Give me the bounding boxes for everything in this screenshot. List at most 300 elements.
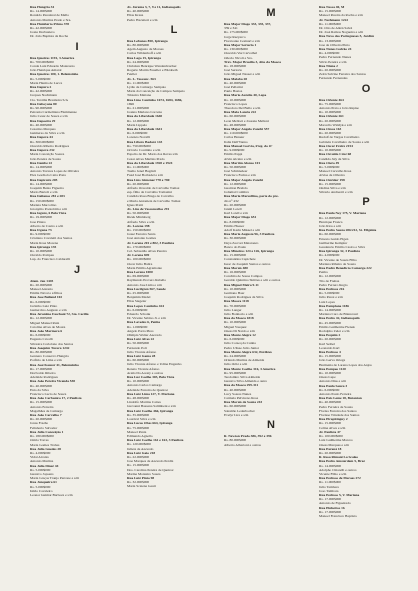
registry-entry: Lindolfo Martins Caires xyxy=(127,400,161,405)
registry-entry: Rua Lago 15, Ipiranga xyxy=(127,55,161,60)
registry-entry: Carmela Pulvireno Rosa xyxy=(224,396,259,401)
registry-entry: Rs. 40.000$000 xyxy=(30,383,53,388)
registry-entry: Rua Mario Aurelio 40, Lapa xyxy=(224,93,267,98)
registry-entry: Adelaide Rodrigues xyxy=(30,375,58,380)
registry-entry: Rua Martim Afonso 101 xyxy=(224,160,261,165)
registry-entry: Av. Lins de Vasconcellos 291 xyxy=(127,206,170,211)
registry-entry: Fioravante Cesinarl e s/m xyxy=(224,38,260,43)
registry-entry: Cesar Alves Martins Prado xyxy=(127,156,165,161)
registry-entry: Rs. 20.000$000 xyxy=(319,131,342,136)
registry-entry: Rua Julio Guedes 28 xyxy=(30,446,61,451)
registry-entry: Julio Bonhorio e s/m xyxy=(224,312,254,317)
registry-entry: Rs. 180.000$000 xyxy=(30,434,54,439)
registry-entry: Rua Joaquim Tavora 1242 xyxy=(30,345,70,350)
registry-entry: Cesarino Marques xyxy=(30,127,56,132)
registry-entry: Josué Ferreira Santa xyxy=(127,232,156,237)
registry-entry: Rs. 6.000$000 xyxy=(319,387,340,392)
registry-entry: Marina Monteiro Souza xyxy=(127,471,161,476)
registry-entry: Rs. 18.000$000 xyxy=(224,64,247,69)
registry-entry: Rua Jose Bolland 102 xyxy=(30,295,63,300)
registry-entry: Rs. 20.000$000 xyxy=(224,202,247,207)
registry-entry: Leonor Guimar Barboza e s/m xyxy=(30,492,73,497)
registry-entry: Maria da Conceição de Campos Sampaio xyxy=(127,89,185,94)
registry-entry: Antonio Carlos Camargo xyxy=(127,383,163,388)
section xyxy=(127,5,221,22)
registry-entry: Rs. 16.000$000 xyxy=(224,269,247,274)
registry-entry: Rs. 750.000$000 xyxy=(127,143,151,148)
registry-entry: Rua Luiz Pinto 98 xyxy=(127,475,155,480)
registry-entry: Jose de Oliveira Pinto xyxy=(319,42,350,47)
registry-entry: Rua Ipiranga 32, 3 Paulista xyxy=(319,249,360,254)
registry-entry: Geraldo Quintino Simões e s/m e outros xyxy=(224,278,281,283)
registry-entry: Rua João Marmora 6 xyxy=(30,329,63,334)
registry-entry: Rua da Mooca 1818 xyxy=(224,316,254,321)
registry-entry: Rs. 69.000$000 xyxy=(127,274,150,279)
registry-entry: Magalhães de Camargo xyxy=(30,408,63,413)
registry-entry: Aratis Da Acesty e outros xyxy=(127,370,163,375)
registry-entry: Ozeas Lupe xyxy=(319,375,336,380)
registry-entry: Rs. 4.000$000 xyxy=(319,51,340,56)
registry-entry: Ozeas Marques e s/m xyxy=(319,442,350,447)
registry-entry: Rua Lopes Coutinho 424 xyxy=(127,303,165,308)
registry-entry: José Schmiedeer xyxy=(224,169,248,174)
registry-entry: Rs. 60.000$000 xyxy=(224,114,247,119)
registry-entry: Lup. do Francisco Caldarelli xyxy=(30,257,71,262)
registry-entry: dio n° 432 xyxy=(224,198,239,203)
registry-entry: Rua Monte Alegre 12 xyxy=(224,333,256,338)
registry-entry: Oswaldo Ribeiro Rodrigues xyxy=(30,143,70,148)
registry-entry: Jacintho Luiz Pinto xyxy=(30,303,58,308)
registry-entry: Oswaldo Vaz Carvalhal xyxy=(224,51,257,56)
registry-entry: Rua Ipueiras 100, 1. Belemsinho xyxy=(30,72,79,77)
registry-entry: Rua Paraná 18 xyxy=(319,446,342,451)
registry-entry: Rs. 150.000$000 xyxy=(30,198,54,203)
section xyxy=(319,5,413,81)
registry-entry: Rs. 12.000$000 xyxy=(30,316,53,321)
registry-entry: Marcello Widdyk e s/m xyxy=(319,122,352,127)
registry-entry: Rs. 170.000$000 xyxy=(127,244,151,249)
registry-entry: Rs. 60.000$000 xyxy=(319,232,342,237)
registry-entry: Edmundo Agnello xyxy=(127,433,153,438)
registry-entry: Rs. 12.000$000 xyxy=(224,181,247,186)
registry-entry: Rua Pedrosa 216 xyxy=(319,286,345,291)
section xyxy=(127,24,221,489)
registry-entry: Salomão Lederbocher xyxy=(224,408,255,413)
registry-entry: Julio Corseq da Cunha xyxy=(224,341,256,346)
registry-entry: Rs. 5.000$000 xyxy=(30,467,51,472)
registry-entry: Rs. 45.000$000 xyxy=(319,320,342,325)
registry-entry: Antonio de Figueiredo xyxy=(319,501,351,506)
registry-entry: Ernesto Guido Elgen xyxy=(319,236,349,241)
registry-entry: Rs. 10.000$000 xyxy=(30,248,53,253)
registry-entry: Rs. 8.000$000 xyxy=(224,219,245,224)
registry-entry: Rua Luiz Lima 127, V. Mariana xyxy=(127,391,175,396)
registry-entry: Marieta Marcolino xyxy=(30,202,57,207)
registry-entry: Manoel Francisco Baptista xyxy=(319,513,357,518)
registry-entry: Rs. 5.000$000 xyxy=(30,484,51,489)
registry-entry: Alfredo Oswaldo de Carvalho Tomaz xyxy=(127,185,180,190)
registry-entry: Rs. 11.000$000 xyxy=(127,80,149,85)
registry-entry: Ozeas Di Nardo e s/m xyxy=(224,328,255,333)
registry-entry: Evelyr Lira e s/m xyxy=(224,412,249,417)
registry-entry: Rua Ipueiras 1191, 3 America xyxy=(30,55,75,60)
registry-entry: Rs. 100.000$000 xyxy=(127,257,151,262)
registry-entry: Rua Itapeva 232 xyxy=(30,148,55,153)
registry-entry: Agem Augusto de Moraes xyxy=(127,47,164,52)
registry-entry: Rs. 14.000$000 xyxy=(30,164,53,169)
registry-entry: 1696 xyxy=(127,101,134,106)
registry-entry: Rua Nossa 40, M xyxy=(319,5,345,9)
registry-entry: Ozirio Torres xyxy=(30,438,49,443)
registry-entry: Alfredo Silva e s/m xyxy=(127,219,155,224)
registry-entry: Rs. 9.000$000 xyxy=(224,148,245,153)
registry-entry: Rs. 42.000$000 xyxy=(30,26,53,31)
registry-entry: Leon Mellozi e Jossana Melloni xyxy=(224,118,269,123)
registry-entry: Isaac de Joaquim Santos e outros xyxy=(224,261,271,266)
registry-entry: Rua Otero 49 xyxy=(319,160,340,165)
registry-entry: Julio Vicente Afonso xyxy=(127,349,157,354)
registry-entry: Rs. 20.000$000 xyxy=(319,68,342,73)
registry-entry: Feuller xyxy=(127,72,137,77)
registry-entry: Rua Novo dos Portugueses 5, Jardim xyxy=(319,34,375,39)
registry-entry: Carolina Alves de Moura xyxy=(30,324,66,329)
registry-entry: Raymundo Provero Rabello xyxy=(127,278,167,283)
registry-entry: Rs. 11.000$000 xyxy=(319,480,341,485)
section-letter: O xyxy=(361,82,371,95)
registry-entry: Henrique Franca xyxy=(319,219,343,224)
registry-entry: Rua Pedro Souza 206/212, St. Efigênia xyxy=(319,228,377,233)
registry-entry: Julio Cesar de Souza e s/m xyxy=(30,114,68,119)
registry-entry: Silvestre Coriolano dos Santos xyxy=(30,341,74,346)
registry-entry: Dorivaldo Ribeiro xyxy=(30,371,56,376)
registry-entry: Conde Luiz Eduardo Matarazzo xyxy=(30,64,75,69)
registry-entry: Rua Ipiranga 135 xyxy=(30,244,57,249)
registry-entry: Alam. Jau 1445 xyxy=(30,278,54,283)
registry-entry: Joaquim Bento Figueira xyxy=(30,185,64,190)
registry-entry: Mariana Caro de Bitencourt xyxy=(319,312,359,317)
registry-entry: José Pellarini xyxy=(224,85,243,90)
registry-entry: Lydio de Camargo Sampaio xyxy=(127,85,167,90)
registry-entry: Rs. 50.000$000 xyxy=(224,164,247,169)
registry-entry: Rs. 6.000$000 xyxy=(30,299,51,304)
registry-entry: Cia. Textilia Brasileira S/A xyxy=(30,97,68,102)
registry-entry: Oscar Julio Baltra xyxy=(127,261,153,266)
registry-entry: Julio Perez e s/m xyxy=(319,295,343,300)
registry-entry: Cristiano Cavaletti dos Santos xyxy=(30,236,73,241)
registry-entry: Rs. 10.000$000 xyxy=(319,110,342,115)
registry-entry: Rs. 95.000$000 xyxy=(224,370,247,375)
registry-entry: Francisco Lucio de Souza xyxy=(30,392,67,397)
registry-entry: Julio Vicente Afonso e Udine Engenho xyxy=(127,362,182,367)
registry-entry: Angelo Parra Pires xyxy=(127,328,154,333)
registry-entry: Rs. 20.000$000 xyxy=(319,118,342,123)
registry-entry: Rua João Pereira Vicenda 538 xyxy=(30,379,76,384)
registry-entry: Florisa Ferreira dos Santos xyxy=(319,408,357,413)
registry-entry: Miguel Vasquez xyxy=(224,324,247,329)
registry-entry: Teodomiro Silva Almeida xyxy=(224,375,261,380)
section-letter: J xyxy=(73,263,81,276)
registry-entry: Fuad José Borbadel e s/m xyxy=(127,173,163,178)
registry-entry: Dr. Vicente de Souza Filho xyxy=(319,257,357,262)
registry-entry: Rs. 150.000$000 xyxy=(127,227,151,232)
registry-entry: Al. Lorena 201 e 802, 3 Paulista xyxy=(127,240,175,245)
registry-entry: Rua Pedroso 4 xyxy=(319,350,341,355)
registry-entry: Alvin Alcaire e s/m xyxy=(224,156,252,161)
registry-entry: Rs. 17.000$000 xyxy=(319,509,342,514)
section xyxy=(319,196,413,518)
section xyxy=(30,41,124,262)
registry-entry: Av. Lorena 198 xyxy=(127,223,150,228)
registry-entry: Rs. 6.000$000 xyxy=(127,131,148,136)
registry-entry: Emilio Pappi xyxy=(224,152,243,157)
registry-entry: Rua Paula Ney 175, V. Mariana xyxy=(319,211,367,216)
registry-entry: Rua Lucilgren 567, Saude xyxy=(127,286,166,291)
column-4 xyxy=(319,5,413,518)
registry-entry: Gustavo Silva Almeida e outro xyxy=(224,379,268,384)
registry-entry: Rs. 60.000$000 xyxy=(224,404,247,409)
registry-entry: Rua Major Angelo Zanchi xyxy=(224,177,264,182)
registry-entry: Rua Morais de Souza 243 xyxy=(224,400,263,405)
registry-entry: Rua Osvaldo Cruz 68 xyxy=(319,152,352,157)
registry-entry: Daya Zaccari Matarazzo xyxy=(224,240,259,245)
registry-entry: Rs. 48.000$000 xyxy=(127,396,150,401)
registry-entry: Rs. 19.000$000 xyxy=(30,215,53,220)
registry-entry: Isildo Cavaleiro xyxy=(30,488,53,493)
registry-entry: Rs. 40.000$000 xyxy=(224,387,247,392)
registry-entry: Rua Padre Benedicto Camargo 222 xyxy=(319,265,372,270)
registry-entry: Rs. 6.000$000 xyxy=(224,337,245,342)
registry-entry: Rs. 70.000$000 xyxy=(224,303,247,308)
registry-entry: Alberto de Castro e s/m xyxy=(30,223,64,228)
registry-entry: Jodamai Coimbra xyxy=(224,190,249,195)
registry-entry: Lorenzo Novelli xyxy=(127,135,151,140)
registry-entry: Rua Jeronimo Faschoni 72, Sta. Cecilia xyxy=(30,312,89,317)
registry-entry: Rua Major Diogo 333, 335, 337, xyxy=(224,22,272,26)
registry-entry: Rua Pompeo 1120 xyxy=(319,366,346,371)
registry-entry: Rua da Liberdade 1640 xyxy=(127,114,163,119)
registry-entry: Rua Iegure, 6 Bela Vista xyxy=(30,211,67,216)
registry-entry: Rua Pamplona 1186 xyxy=(319,303,349,308)
registry-entry: Rua Luiz Coelho 161 e 163, 3 Paulista xyxy=(127,438,184,443)
registry-entry: Rs. 10.000$000 xyxy=(319,148,342,153)
registry-entry: Rua Lins Gimenez 778 e 780 xyxy=(127,177,170,182)
registry-entry: Rs. 15.000$000 xyxy=(224,253,247,258)
registry-entry: Maria Lippelo xyxy=(127,122,148,127)
registry-entry: Rs. 12.000$000 xyxy=(319,215,342,220)
registry-entry: Jorge Rezyerco xyxy=(224,34,246,39)
registry-entry: Fernando Fernandes xyxy=(319,76,348,81)
registry-entry: Antonio Paulo Ferreira xyxy=(319,392,352,397)
registry-entry: Rs. 32.000$000 xyxy=(127,480,150,485)
registry-entry: Antonio Prato e João Repise xyxy=(319,106,359,111)
registry-entry: Rs. 25.000$000 xyxy=(127,291,150,295)
registry-entry: Espolio de Dr. Mario dos Reves s/m xyxy=(127,152,178,157)
registry-entry: Ronaldo Peresinal de Mello xyxy=(30,13,69,18)
section-letter: I xyxy=(75,40,79,53)
registry-entry: Rua Monte Alegre 632, Perdizes xyxy=(224,349,272,354)
registry-entry: Rs. 15.000$000 xyxy=(319,181,342,186)
registry-entry: Emilio Guilherme Fienak xyxy=(319,324,355,329)
registry-entry: Fernando Poli xyxy=(127,345,147,350)
registry-entry: Conchita de Sousa Campos xyxy=(224,274,263,279)
registry-entry: Rua Irgana 73 xyxy=(30,227,52,232)
registry-entry: Celina Alves e s/m xyxy=(319,425,346,430)
registry-entry: Rua Mala Lancia 222 xyxy=(224,110,257,115)
registry-entry: Francisco Farina e s/m xyxy=(224,173,256,178)
registry-entry: Antonio Tavares Lopes de Oliveira xyxy=(30,169,80,174)
registry-entry: Rs. 110.000$000 xyxy=(224,131,248,136)
registry-entry: Cel. Sebastião Alves Pereira xyxy=(127,248,167,253)
registry-entry: Rua Pais Leme 18, Butantan xyxy=(319,396,362,401)
registry-entry: Pedro Fernando Nunes xyxy=(319,55,352,60)
registry-entry: Osvaldo Pompeu xyxy=(30,253,55,258)
registry-entry: Rs. 24.000$000 xyxy=(127,59,150,64)
section xyxy=(30,5,124,39)
registry-entry: Rs. 14.000$000 xyxy=(30,181,53,186)
registry-entry: Rua Pinheiros 16 xyxy=(319,505,345,510)
registry-entry: Rua Niuna 2 xyxy=(319,63,338,68)
registry-entry: Enio da Silva xyxy=(30,387,49,392)
registry-entry: Rua da Mooca 299-311 xyxy=(224,383,259,388)
registry-entry: Rua Orosa 163 xyxy=(319,127,342,132)
registry-entry: Giovanni Bassana Salimbeni e s/m xyxy=(127,404,176,409)
registry-entry: Felisberto Salvador xyxy=(30,425,58,430)
registry-entry: Jeronymo Pozzobim e s/m xyxy=(30,206,68,211)
registry-entry: Gumercino Augusto e s/m xyxy=(30,308,67,312)
registry-entry: Rua Pedroso de Moraes 272 xyxy=(319,476,361,481)
registry-entry: Guimerso da Silva e s/m xyxy=(30,131,65,136)
registry-entry: Rs. 20.000$000 xyxy=(30,417,53,422)
registry-entry: Rua Oriente 261 xyxy=(319,114,344,119)
registry-entry: Manoel Pereira da Rocha e s/m xyxy=(319,13,363,18)
registry-entry: esp. filho de Carvalho Tomazini xyxy=(127,190,172,195)
column-3 xyxy=(224,5,318,447)
registry-entry: Rs. 15.000$000 xyxy=(319,354,342,359)
registry-entry: Orlando Martins de Almeida xyxy=(224,358,265,363)
registry-entry: Rua Manoel Gorvia, Freg. do O' xyxy=(224,143,273,148)
registry-entry: Rua Nunes Galvão 24 xyxy=(319,47,352,52)
registry-entry: Candida Rosa Braga de Carvalho xyxy=(127,194,174,199)
registry-entry: Trav. Major Brasilio 3, Alto da Mooca xyxy=(224,59,281,64)
registry-entry: Rua Mooca 1118 xyxy=(224,299,249,304)
registry-entry: Vicente Filho e s/m xyxy=(319,471,347,476)
registry-entry: Jacques Nachmann xyxy=(30,93,57,98)
registry-entry: Rs. 15.000$000 xyxy=(319,421,342,426)
registry-entry: Eduardo Schonk xyxy=(127,312,151,317)
registry-entry: Rua Itapoeira 29 xyxy=(30,118,56,123)
registry-entry: Rua Ouvidor 198 xyxy=(319,177,345,182)
registry-entry: Rs. 700.000$000 xyxy=(30,59,54,64)
registry-entry: 339 e 341 xyxy=(224,26,238,31)
registry-entry: Rs. 120.000$000 xyxy=(127,442,151,447)
registry-entry: Rs. 9.000$000 xyxy=(30,232,51,237)
registry-entry: Maria Hanita de Lucca xyxy=(30,80,63,85)
registry-entry: Rs. 15.000$000 xyxy=(30,400,53,405)
registry-entry: Silvio Pereira e s/m xyxy=(319,59,347,64)
registry-entry: Vidal Alcaizs xyxy=(30,455,49,460)
registry-entry: Rua Itaboyana 80 xyxy=(30,101,57,106)
registry-entry: Florisse Trindade dos Santos xyxy=(319,413,360,418)
registry-entry: Rs. 15.000$000 xyxy=(319,9,342,14)
registry-entry: Ignes Pratti xyxy=(127,202,144,207)
registry-entry: Rs. 42.000$000 xyxy=(30,89,53,94)
registry-entry: Rua Mineiros 124 e 126, Ipiranga xyxy=(224,248,274,253)
registry-entry: Rua Julio Conceição 1 xyxy=(30,429,64,434)
registry-entry: Rs. 130.000$000 xyxy=(224,47,248,52)
registry-entry: Rua Pequim 2 xyxy=(319,333,341,338)
registry-entry: R. Rosa Rimani La Scaleo xyxy=(319,455,358,460)
registry-entry: Rua Itapicuru 205 xyxy=(30,177,58,182)
registry-entry: Rua Itapura 2 xyxy=(30,85,52,90)
registry-entry: Rs. 40.000$000 xyxy=(319,400,342,405)
registry-entry: Rs. 50.000$000 xyxy=(127,211,150,216)
registry-entry: Emilia Naval e s/filhos xyxy=(30,291,63,296)
registry-entry: Gustavo Jopsens xyxy=(30,471,54,476)
registry-entry: Renato Vicente Afonso xyxy=(127,366,160,371)
registry-entry: Rua Luiz Coelho 466, Ipiranga xyxy=(127,408,174,413)
registry-entry: Rs. 22.000$000 xyxy=(127,454,150,459)
registry-entry: Rua Miguel Meira 9-11 xyxy=(224,282,259,287)
registry-entry: Rs. 21.000$000 xyxy=(127,106,150,111)
registry-entry: Rs. 80.000$000 xyxy=(30,350,53,355)
registry-entry: Rs. 11.000$000 xyxy=(319,21,341,26)
registry-entry: Rs. 14.000$000 xyxy=(319,463,342,468)
registry-entry: Rs. 300.000$000 xyxy=(30,139,54,144)
registry-entry: Rua Lorena 1000 xyxy=(127,269,153,274)
section-letter: L xyxy=(170,23,178,36)
registry-entry: Pedro Ferrero Regio xyxy=(319,282,348,287)
registry-entry: Rs. 40.000$000 xyxy=(224,80,247,85)
registry-entry: Miguel Manuel Ruiz xyxy=(30,320,60,325)
registry-entry: Rs. 10.000$000 xyxy=(224,320,247,325)
registry-entry: Rs. 20.000$000 xyxy=(127,181,150,186)
registry-entry: Rs. 10.000$000 xyxy=(319,371,342,376)
registry-entry: Gennaro Conservo Hungria xyxy=(30,354,69,359)
registry-entry: Carlos Wildenhoff e s/m xyxy=(127,51,162,56)
registry-entry: Gabriela Cavalheiro de Souza e s/m xyxy=(319,139,370,144)
registry-entry: Lucy Soares Nunes xyxy=(224,391,252,396)
registry-entry: Emilio Haaser xyxy=(224,223,245,228)
registry-entry: Constantina Capichete xyxy=(224,257,256,262)
registry-entry: Guaitton Brubdo xyxy=(224,185,248,190)
registry-entry: Rua Lino Coutinho 1674, 1684, 1686, xyxy=(127,97,183,102)
registry-entry: Dr. Otto de Alkrn Sabol xyxy=(319,26,353,31)
registry-entry: Rs. 17.000$000 xyxy=(319,497,342,502)
registry-entry: Lourival Silva e s/m xyxy=(127,417,156,422)
registry-entry: Rua João Carvalho 7 xyxy=(30,413,62,418)
registry-entry: Rua João Carbonico 17, 2 Paulista xyxy=(30,396,82,401)
registry-entry: Maria Scatena Gauti xyxy=(127,484,156,489)
registry-entry: Elza Gordiola Catta Preta xyxy=(30,173,66,178)
registry-entry: Hermenia de Larena Lopes dos Anjos xyxy=(319,362,372,367)
registry-entry: Theodoro Del Bello e s/m xyxy=(224,106,261,111)
registry-entry: Tito de Freitas xyxy=(319,278,340,283)
registry-entry: Rs. 75.000$000 xyxy=(319,101,342,106)
registry-entry: Rs. 10.000$000 xyxy=(224,286,247,291)
registry-entry: Alberto Albertoni e outros xyxy=(224,442,261,447)
registry-entry: Zeirn Salvine Ferreira dos Santos xyxy=(319,72,366,77)
registry-entry: Rs. 17.000$000 xyxy=(30,366,53,371)
registry-entry: Joanna Mariano Corcena xyxy=(127,110,162,115)
registry-entry: Pedro Hacutteri e s/m xyxy=(127,17,158,22)
registry-entry: Maria Conceição Soeres xyxy=(30,152,65,157)
registry-entry: Dr. José Ramos Nogueira e s/m xyxy=(319,30,364,35)
registry-entry: Rua José Kaucer 41, Belemsinho xyxy=(30,362,79,367)
registry-entry: Maria Rosa Morena xyxy=(30,240,58,245)
registry-entry: Rs. 1.000$000 xyxy=(127,324,148,329)
registry-entry: Rua Major Diogo 651 xyxy=(224,215,257,220)
registry-entry: Rua Monte Coelho 316, 3 America xyxy=(224,366,276,371)
